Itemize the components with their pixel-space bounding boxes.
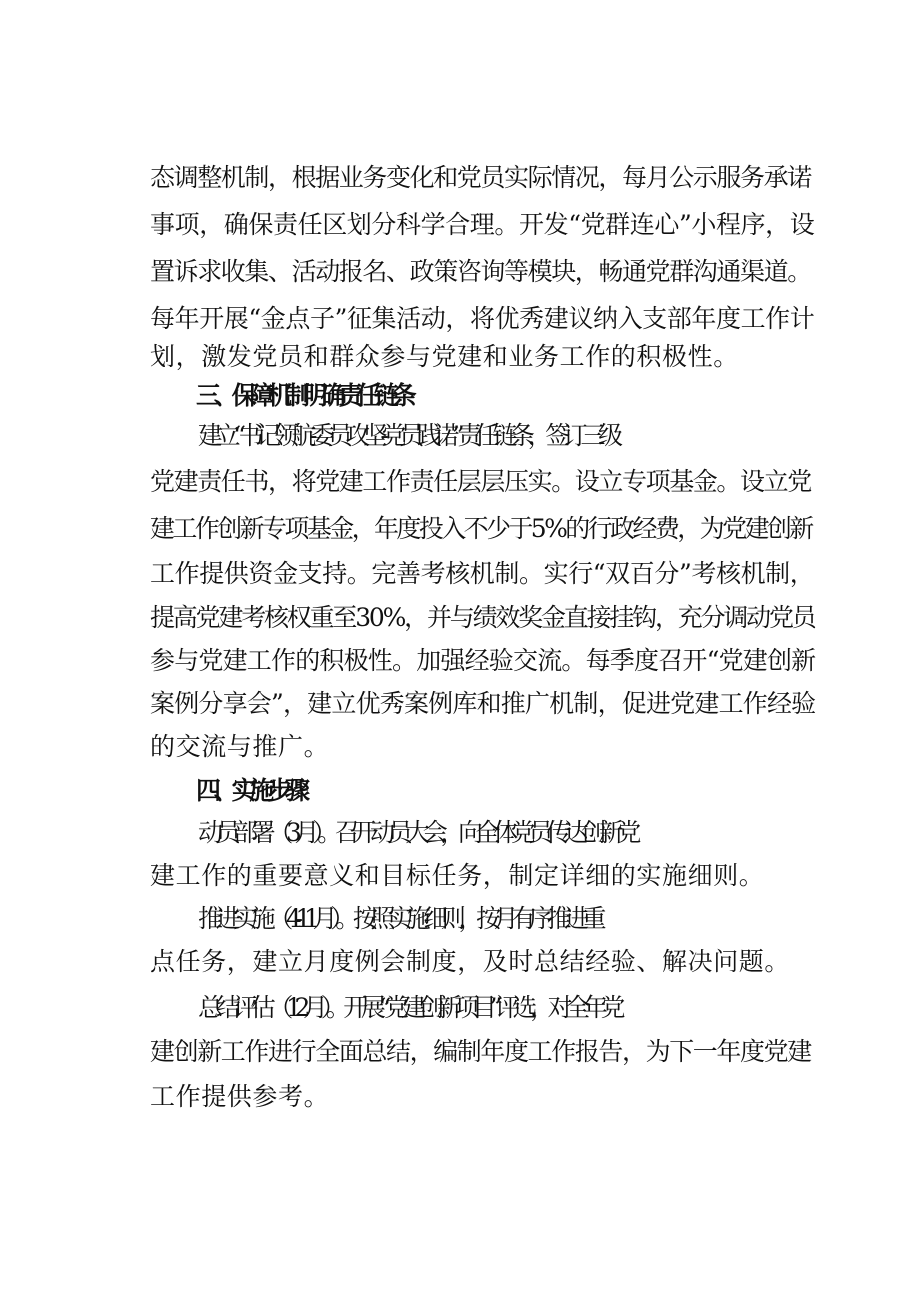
paragraph-line: 提高党建考核权重至30%，并与绩效奖金直接挂钩，充分调动党员	[150, 603, 815, 632]
paragraph-line: 建创新工作进行全面总结，编制年度工作报告，为下一年度党建	[150, 1037, 811, 1066]
paragraph-line: 党建责任书，将党建工作责任层层压实。设立专项基金。设立党	[150, 467, 811, 496]
paragraph-line: 总结评估（12月）。开展“党建创新项目”评选，对全年党	[198, 993, 619, 1022]
paragraph-line: 建工作创新专项基金，年度投入不少于5%的行政经费，为党建创新	[150, 514, 812, 543]
paragraph-line: 工作提供资金支持。完善考核机制。实行“双百分”考核机制，	[150, 559, 815, 588]
paragraph-line: 态调整机制，根据业务变化和党员实际情况，每月公示服务承诺	[150, 163, 811, 192]
paragraph-line: 推进实施（4-11月）。按照实施细则，按月有序推进重	[198, 904, 600, 933]
paragraph-line: 参与党建工作的积极性。加强经验交流。每季度召开“党建创新	[150, 646, 816, 675]
paragraph-line: 事项，确保责任区划分科学合理。开发“党群连心”小程序，设	[150, 210, 815, 239]
paragraph-line: 的交流与推广。	[150, 732, 330, 761]
paragraph-line: 点任务，建立月度例会制度，及时总结经验、解决问题。	[150, 947, 791, 976]
paragraph-line: 建立“书记领航-委员攻坚-党员践诺”责任链条，签订三级	[198, 421, 616, 450]
paragraph-line: 每年开展“金点子”征集活动，将优秀建议纳入支部年度工作计	[150, 304, 815, 333]
paragraph-line: 案例分享会”，建立优秀案例库和推广机制，促进党建工作经验	[150, 689, 816, 718]
paragraph-line: 动员部署（3月）。召开动员大会，向全体党员传达创新党	[198, 818, 635, 847]
section-heading-3: 三、保障机制明确责任链条	[196, 381, 410, 410]
paragraph-line: 划，激发党员和群众参与党建和业务工作的积极性。	[150, 342, 739, 371]
section-heading-4: 四、实施步骤	[196, 776, 303, 805]
paragraph-line: 工作提供参考。	[150, 1082, 330, 1111]
paragraph-line: 置诉求收集、活动报名、政策咨询等模块，畅通党群沟通渠道。	[150, 257, 811, 286]
paragraph-line: 建工作的重要意义和目标任务，制定详细的实施细则。	[150, 861, 765, 890]
